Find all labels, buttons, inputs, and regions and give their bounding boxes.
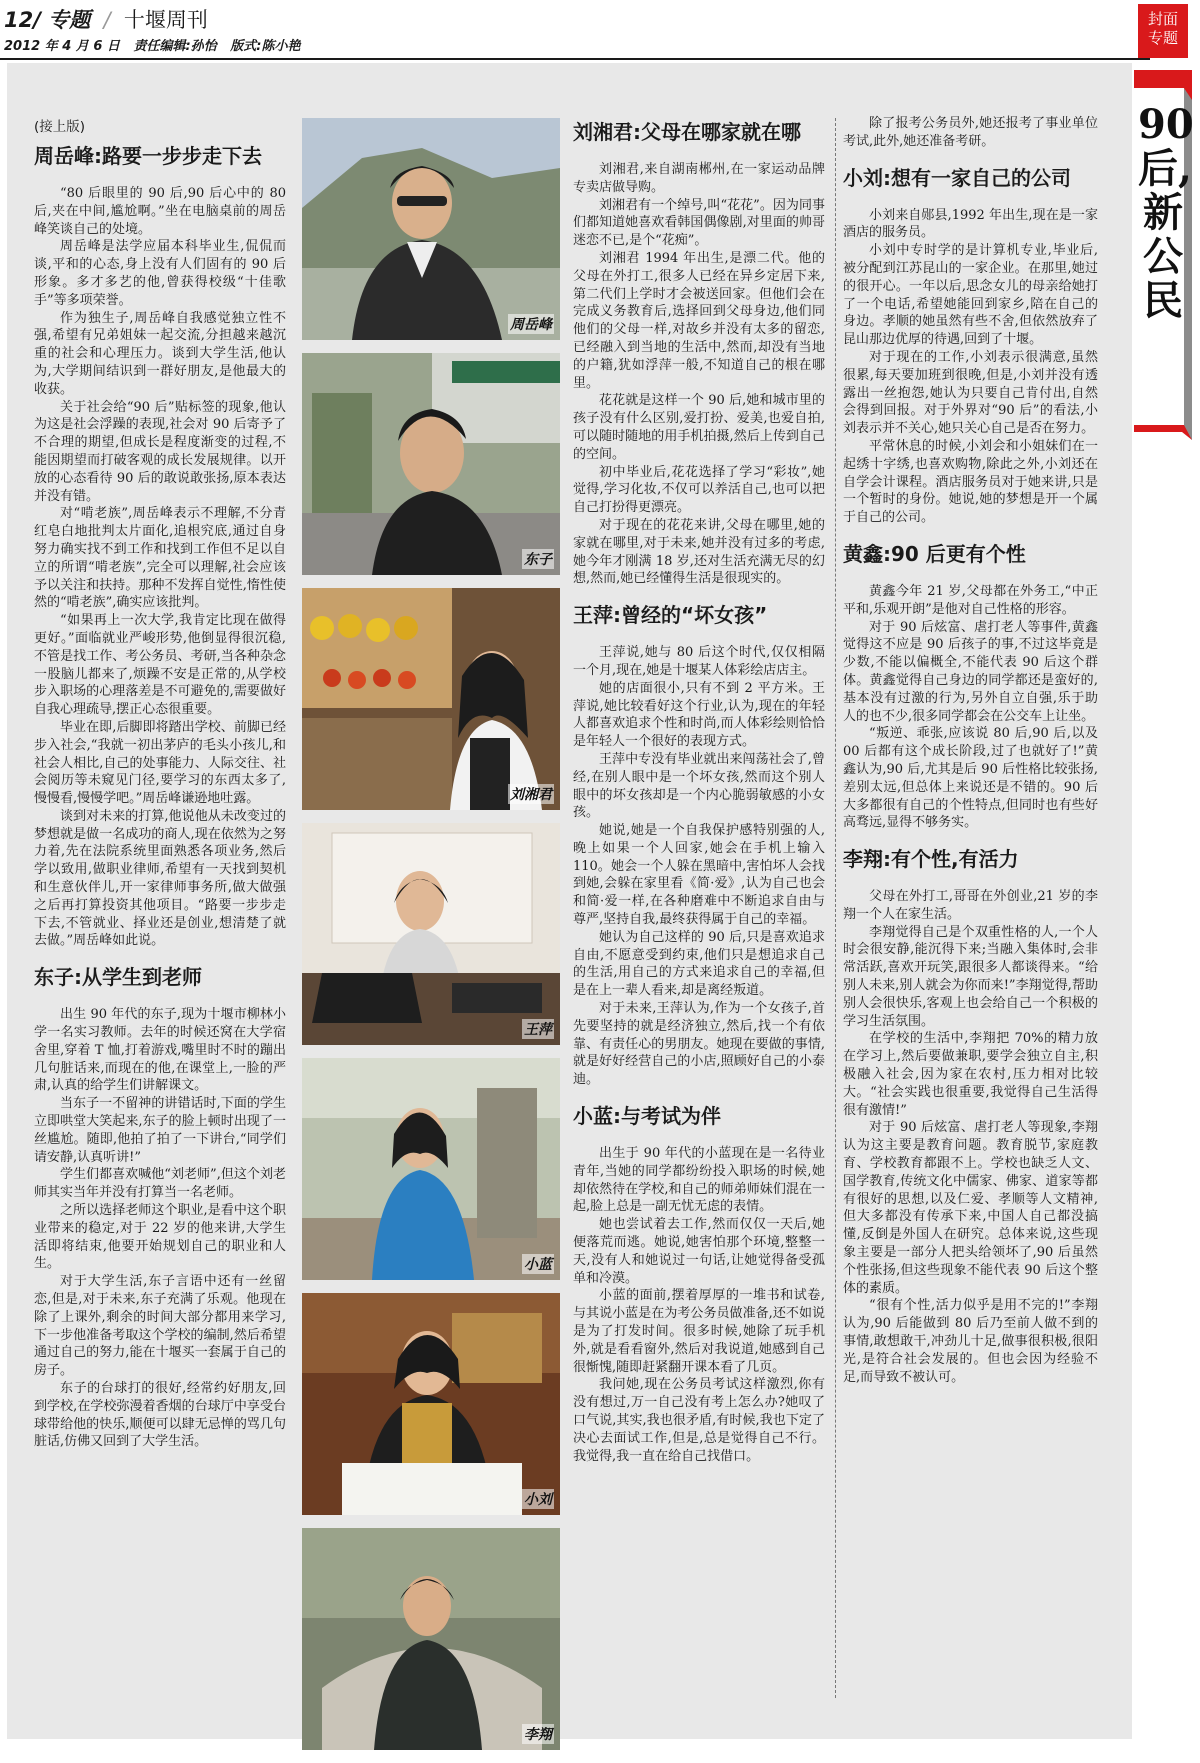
- article-dongzi: [34, 964, 286, 1451]
- photo-caption: 刘湘君: [508, 784, 554, 804]
- paragraph: 在学校的生活中,李翔把 70%的精力放在学习上,然后要做兼职,要学会独立自主,积极融入社会,因为家在农村,压力相对比较大。“社会实践也很重要,我觉得自己生活得很有激情!”: [843, 1031, 1098, 1118]
- photo-caption: 周岳峰: [508, 314, 554, 334]
- publication-name: 十堰周刊: [123, 8, 208, 32]
- paragraph: 刘湘君 1994 年出生,是漂二代。他的父母在外打工,很多人已经在异乡定居下来,第二代们上学时才会被送回家。但他们会在完成义务教育后,选择回到父母身边,他们同他们的父母一样,对故乡并没有太多的留恋,已经融入到当地的生活中,然而,却没有当地的户籍,犹如浮萍一般,不知道自己的根在哪里。: [573, 250, 825, 391]
- paragraph: 周岳峰是法学应届本科毕业生,侃侃而谈,平和的心态,身上没有人们固有的 90 后形象。多才多艺的他,曾获得校级“十佳歌手”等多项荣誉。: [34, 239, 286, 308]
- column-divider: [835, 118, 836, 1698]
- paragraph: 她也尝试着去工作,然而仅仅一天后,她便落荒而逃。她说,她害怕那个环境,整整一天,没有人和她说过一句话,让她觉得备受孤单和冷漠。: [573, 1217, 825, 1286]
- article-body: [843, 583, 1098, 832]
- paragraph: 王萍说,她与 80 后这个时代,仅仅相隔一个月,现在,她是十堰某人体彩绘店店主。: [573, 645, 825, 678]
- photo-dongzi: [302, 353, 560, 575]
- paragraph: 对于 90 后炫富、虐打老人等现象,李翔认为这主要是教育问题。教育脱节,家庭教育、学校教育都跟不上。学校也缺乏人文、国学教育,传统文化中儒家、佛家、道家等都有很好的思想,以及仁爱、孝顺等人文精神,但大多都没有传承下来,中国人自己都没搞懂,反倒是外国人在研究。总体来说,这些现象主要是一部分人把头给领坏了,90 后虽然个性张扬,但这些现象不能代表 90 后这个整体的素质。: [843, 1120, 1098, 1296]
- article-body: [573, 161, 825, 588]
- paragraph: 对“啃老族”,周岳峰表示不理解,不分青红皂白地批判太片面化,追根究底,通过自身努力确实找不到工作和找到工作但不足以自立的所谓“啃老族”,完全可以理解,社会应该予以关注和扶持。那种不发挥自觉性,惰性使然的“啃老族”,确实应该批判。: [34, 506, 286, 611]
- photo-lixiang: [302, 1528, 560, 1750]
- paragraph: 她的店面很小,只有不到 2 平方米。王萍说,她比较看好这个行业,认为,现在的年轻人都喜欢追求个性和时尚,而人体彩绘则恰恰是年轻人一个很好的表现方式。: [573, 680, 825, 750]
- paragraph: 她说,她是一个自我保护感特别强的人,晚上如果一个人回家,她会在手机上输入 110。她会一个人躲在黑暗中,害怕坏人会找到她,会躲在家里看《简·爱》,认为自己也会和简·爱一样,在各种磨难中不断追求自由与尊严,坚持自我,最终获得属于自己的幸福。: [573, 823, 825, 928]
- article-body: [573, 1145, 825, 1465]
- paragraph: 我问她,现在公务员考试这样激烈,你有没有想过,万一自己没有考上怎么办?她叹了口气说,其实,我也很矛盾,有时候,我也下定了决心去面试工作,但是,总是觉得自己不行。我觉得,我一直在给自己找借口。: [573, 1377, 825, 1464]
- photo-column: [302, 118, 560, 1763]
- page-header: [0, 0, 1200, 60]
- paragraph: 她认为自己这样的 90 后,只是喜欢追求自由,不愿意受到约束,他们只是想追求自己的生活,用自己的方式来追求自己的幸福,但是在上一辈人看来,却是离经叛道。: [573, 929, 825, 999]
- column-left: [34, 115, 286, 1451]
- article-xiaolan: [573, 1103, 825, 1465]
- paragraph: 作为独生子,周岳峰自我感觉独立性不强,希望有兄弟姐妹一起交流,分担越来越沉重的社会和心理压力。谈到大学生活,他认为,大学期间结识到一群好朋友,是他最大的收获。: [34, 310, 286, 397]
- article-title: 李翔:有个性,有活力: [843, 847, 1019, 872]
- issue-date: 2012 年 4 月 6 日: [4, 39, 120, 54]
- paragraph: 出生于 90 年代的小蓝现在是一名待业青年,当她的同学都纷纷投入职场的时候,她却依然待在学校,和自己的师弟师妹们混在一起,脸上总是一副无忧无虑的表情。: [573, 1146, 825, 1215]
- article-zhou: [34, 143, 286, 950]
- paragraph: 对于现在的花花来讲,父母在哪里,她的家就在哪里,对于未来,她并没有过多的考虑,她今年才刚满 18 岁,还对生活充满无尽的幻想,然而,她已经懂得生活是很现实的。: [573, 517, 825, 587]
- article-xiaoliu: [843, 165, 1098, 527]
- photo-liu: [302, 588, 560, 810]
- paragraph: 关于社会给“90 后”贴标签的现象,他认为这是社会浮躁的表现,社会对 90 后寄予了不合理的期望,但成长是程度渐变的过程,不能因期望而打破客观的成长发展规律。以开放的心态看待 90 后的敢说敢张扬,原本表达并没有错。: [34, 399, 286, 504]
- paragraph: 对于大学生活,东子言语中还有一丝留恋,但是,对于未来,东子充满了乐观。他现在除了上课外,剩余的时间大部分都用来学习,下一步他准备考取这个学校的编制,然后希望通过自己的努力,能在十堰买一套属于自己的房子。: [34, 1274, 286, 1379]
- header-title-line: [4, 4, 208, 34]
- article-wangping: [573, 602, 825, 1089]
- article-title: 小刘:想有一家自己的公司: [843, 165, 1071, 190]
- paragraph: 小蓝的面前,摆着厚厚的一堆书和试卷,与其说小蓝是在为考公务员做准备,还不如说是为了打发时间。很多时候,她除了玩手机外,就是看看窗外,然后对我说道,她感到自己很惭愧,随即赶紧翻开课本看了几页。: [573, 1288, 825, 1375]
- paragraph: 学生们都喜欢喊他“刘老师”,但这个刘老师其实当年并没有打算当一名老师。: [34, 1167, 286, 1201]
- paragraph: 小刘来自郧县,1992 年出生,现在是一家酒店的服务员。: [843, 207, 1098, 241]
- editor-credit: 责任编辑:孙怡: [133, 39, 217, 54]
- paragraph: 对于 90 后炫富、虐打老人等事件,黄鑫觉得这不应是 90 后孩子的事,不过这毕竟是少数,不能以偏概全,不能代表 90 后这个群体。黄鑫觉得自己身边的同学都还是蛮好的,基本没有过激的行为,另外自立自强,乐于助人的也不少,很多同学都会在公交车上让坐。: [843, 619, 1098, 724]
- section-tab: [1138, 4, 1188, 58]
- paragraph: 刘湘君有一个绰号,叫“花花”。因为同事们都知道她喜欢看韩国偶像剧,对里面的帅哥迷恋不已,是个“花痴”。: [573, 197, 825, 249]
- paragraph: “很有个性,活力似乎是用不完的!”李翔认为,90 后能做到 80 后乃至前人做不到的事情,敢想敢干,冲劲儿十足,做事很积极,很阳光,是符合社会发展的。但也会因为经验不足,而导致不被认可。: [843, 1298, 1098, 1385]
- paragraph: “叛逆、乖张,应该说 80 后,90 后,以及 00 后都有这个成长阶段,过了也就好了!”黄鑫认为,90 后,尤其是后 90 后性格比较张扬,差别太远,但总体上来说还是不错的。90 后大多都很有自己的个性特点,但同时也有些好高骛远,显得不够务实。: [843, 726, 1098, 831]
- section-name: 专题: [48, 8, 91, 32]
- article-lixiang: [843, 846, 1098, 1386]
- paragraph: 除了报考公务员外,她还报考了事业单位考试,此外,她还准备考研。: [843, 116, 1098, 149]
- paragraph: “如果再上一次大学,我肯定比现在做得更好。”面临就业严峻形势,他倒显得很沉稳,不管是找工作、考公务员、考研,当各种杂念一股脑儿都来了,烦躁不安是正常的,从学校步入职场的心理落差是不可避免的,需要做好自我心理疏导,摆正心态很重要。: [34, 613, 286, 718]
- paragraph: 出生 90 年代的东子,现为十堰市柳林小学一名实习教师。去年的时候还窝在大学宿舍里,穿着 T 恤,打着游戏,嘴里时不时的蹦出几句脏话来,而现在的他,在课堂上,一脸的严肃,认真的给学生们讲解课文。: [34, 1007, 286, 1094]
- header-rule: [0, 58, 1150, 60]
- paragraph: 对于现在的工作,小刘表示很满意,虽然很累,每天要加班到很晚,但是,小刘并没有透露出一丝抱怨,她认为只要自己肯付出,自然会得到回报。对于外界对“90 后”的看法,小刘表示并不关心,她只关心自己是否在努力。: [843, 349, 1098, 437]
- layout-credit: 版式:陈小艳: [230, 39, 301, 54]
- paragraph: 花花就是这样一个 90 后,她和城市里的孩子没有什么区别,爱打扮、爱美,也爱自拍,可以随时随地的用手机拍摄,然后上传到自己的空间。: [573, 393, 825, 462]
- column-right: [843, 115, 1098, 1386]
- paragraph: 李翔觉得自己是个双重性格的人,一个人时会很安静,能沉得下来;当融入集体时,会非常活跃,喜欢开玩笑,跟很多人都谈得来。“给别人未来,别人就会为你而来!”李翔觉得,帮助别人会很快乐,客观上也会给自己一个积极的学习生活氛围。: [843, 924, 1098, 1029]
- photo-caption: 王萍: [522, 1019, 554, 1039]
- paragraph: 东子的台球打的很好,经常约好朋友,回到学校,在学校弥漫着香烟的台球厅中享受台球带给他的快乐,顺便可以肆无忌惮的骂几句脏话,仿佛又回到了大学生活。: [34, 1381, 286, 1450]
- paragraph: 平常休息的时候,小刘会和小姐妹们在一起绣十字绣,也喜欢购物,除此之外,小刘还在自学会计课程。酒店服务员对于她来讲,只是一个暂时的身份。她说,她的梦想是开一个属于自己的公司。: [843, 438, 1098, 526]
- paragraph: “80 后眼里的 90 后,90 后心中的 80 后,夹在中间,尴尬啊。”坐在电脑桌前的周岳峰笑谈自己的处境。: [34, 186, 286, 237]
- article-huangxin: [843, 541, 1098, 832]
- photo-xiaoliu: [302, 1293, 560, 1515]
- paragraph: 王萍中专没有毕业就出来闯荡社会了,曾经,在别人眼中是一个坏女孩,然而这个别人眼中的坏女孩却是一个内心脆弱敏感的小女孩。: [573, 751, 825, 821]
- ribbon-title: 90后,新公民: [1138, 101, 1194, 324]
- section-tab-line2: 专题: [1147, 29, 1178, 47]
- photo-wangping: [302, 823, 560, 1045]
- article-body: [843, 115, 1098, 151]
- paragraph: 毕业在即,后脚即将踏出学校、前脚已经步入社会,“我就一初出茅庐的毛头小孩儿,和社会人相比,自己的处事能力、人际交往、社会阅历等未窥见门径,要学习的东西太多了,慢慢看,慢慢学吧。”周岳峰谦逊地吐露。: [34, 719, 286, 807]
- paragraph: 对于未来,王萍认为,作为一个女孩子,首先要坚持的就是经济独立,然后,找一个有依靠、有责任心的男朋友。她现在要做的事情,就是好好经营自己的小店,照顾好自己的小泰迪。: [573, 1001, 825, 1088]
- article-title: 黄鑫:90 后更有个性: [843, 541, 1026, 566]
- paragraph: 谈到对未来的打算,他说他从未改变过的梦想就是做一名成功的商人,现在依然为之努力着,先在法院系统里面熟悉各项业务,然后学以致用,做职业律师,希望有一天找到契机和生意伙伴儿,开一家律师事务所,做大做强之后再打算投资其他项目。“路要一步步走下去,不管就业、择业还是创业,想清楚了就去做。”周岳峰如此说。: [34, 808, 286, 949]
- article-title: 刘湘君:父母在哪家就在哪: [573, 120, 801, 144]
- article-body: [34, 1006, 286, 1451]
- photo-zhou: [302, 118, 560, 340]
- photo-caption: 李翔: [522, 1724, 554, 1744]
- paragraph: 黄鑫今年 21 岁,父母都在外务工,“中正平和,乐观开朗”是他对自己性格的形容。: [843, 583, 1098, 617]
- photo-xiaolan: [302, 1058, 560, 1280]
- article-body: [34, 185, 286, 950]
- article-title: 东子:从学生到老师: [34, 965, 202, 990]
- section-tab-line1: 封面: [1147, 10, 1178, 28]
- paragraph: 初中毕业后,花花选择了学习“彩妆”,她觉得,学习化妆,不仅可以养活自己,也可以把自己打扮得更漂亮。: [573, 464, 825, 516]
- article-title: 周岳峰:路要一步步走下去: [34, 144, 262, 168]
- paragraph: 父母在外打工,哥哥在外创业,21 岁的李翔一个人在家生活。: [843, 889, 1098, 922]
- article-liu: [573, 119, 825, 588]
- paragraph: 当东子一不留神的讲错话时,下面的学生立即哄堂大笑起来,东子的脸上顿时出现了一丝尴尬。随即,他拍了拍了一下讲台,“同学们请安静,认真听讲!”: [34, 1096, 286, 1165]
- article-body: [843, 888, 1098, 1386]
- paragraph: 之所以选择老师这个职业,是看中这个职业带来的稳定,对于 22 岁的他来讲,大学生活即将结束,他要开始规划自己的职业和人生。: [34, 1203, 286, 1272]
- article-title: 王萍:曾经的“坏女孩”: [573, 603, 768, 628]
- photo-caption: 小蓝: [522, 1254, 554, 1274]
- photo-caption: 小刘: [522, 1489, 554, 1509]
- article-body: [573, 644, 825, 1089]
- continued-note: (接上版): [34, 119, 86, 135]
- header-separator: /: [103, 8, 111, 32]
- header-meta-line: [4, 35, 300, 54]
- paragraph: 小刘中专时学的是计算机专业,毕业后,被分配到江苏昆山的一家企业。在那里,她过的很开心。一年以后,思念女儿的母亲给她打了一个电话,希望她能回到家乡,陪在自己的身边。孝顺的她虽然有些不舍,但依然放弃了昆山那边优厚的待遇,回到了十堰。: [843, 243, 1098, 348]
- article-xiaolan-cont: [843, 115, 1098, 151]
- column-middle: [573, 115, 825, 1465]
- page-number: 12/: [4, 8, 41, 32]
- paragraph: 刘湘君,来自湖南郴州,在一家运动品牌专卖店做导购。: [573, 162, 825, 195]
- photo-caption: 东子: [522, 549, 554, 569]
- article-title: 小蓝:与考试为伴: [573, 1104, 721, 1129]
- article-body: [843, 207, 1098, 527]
